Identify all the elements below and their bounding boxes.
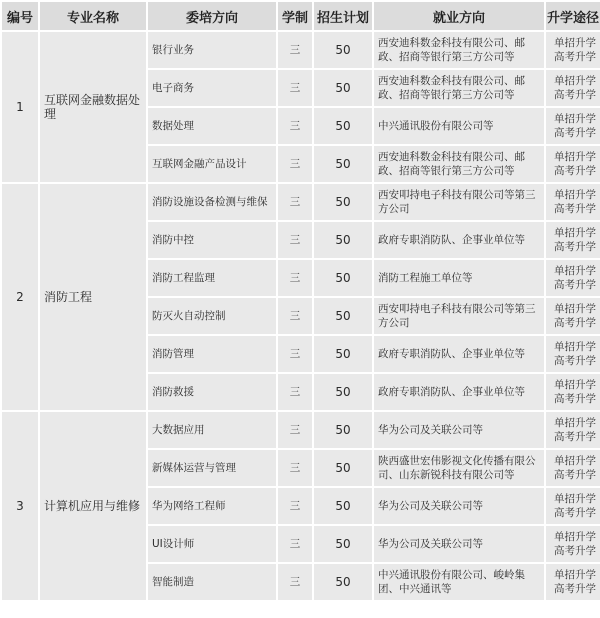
table-row (2, 32, 600, 68)
employment-cell: 中兴通讯股份有限公司等 (374, 108, 544, 144)
direction-cell: 智能制造 (148, 564, 276, 600)
duration-cell: 三 (278, 32, 312, 68)
group-id: 2 (2, 184, 38, 410)
employment-cell: 政府专职消防队、企事业单位等 (374, 374, 544, 410)
plan-cell: 50 (314, 184, 372, 220)
path-line-2: 高考升学 (554, 507, 596, 519)
plan-cell: 50 (314, 488, 372, 524)
path-cell (546, 108, 600, 144)
employment-cell: 华为公司及关联公司等 (374, 412, 544, 448)
path-line-1: 单招升学 (554, 113, 596, 125)
path-cell (546, 32, 600, 68)
header-row (2, 2, 600, 30)
path-line-2: 高考升学 (554, 469, 596, 481)
path-cell (546, 70, 600, 106)
header-major: 专业名称 (40, 2, 146, 30)
path-line-1: 单招升学 (554, 227, 596, 239)
path-line-2: 高考升学 (554, 583, 596, 595)
path-cell (546, 450, 600, 486)
employment-cell: 西安迪科数金科技有限公司、邮政、招商等银行第三方公司等 (374, 32, 544, 68)
plan-cell: 50 (314, 412, 372, 448)
direction-cell: 银行业务 (148, 32, 276, 68)
employment-cell: 政府专职消防队、企事业单位等 (374, 222, 544, 258)
path-line-1: 单招升学 (554, 151, 596, 163)
plan-cell: 50 (314, 222, 372, 258)
path-cell (546, 488, 600, 524)
header-duration: 学制 (278, 2, 312, 30)
group-id: 1 (2, 32, 38, 182)
direction-cell: 新媒体运营与管理 (148, 450, 276, 486)
path-line-2: 高考升学 (554, 431, 596, 443)
duration-cell: 三 (278, 70, 312, 106)
direction-cell: 电子商务 (148, 70, 276, 106)
plan-cell: 50 (314, 336, 372, 372)
direction-cell: 消防工程监理 (148, 260, 276, 296)
direction-cell: UI设计师 (148, 526, 276, 562)
duration-cell: 三 (278, 450, 312, 486)
path-line-2: 高考升学 (554, 241, 596, 253)
employment-cell: 华为公司及关联公司等 (374, 488, 544, 524)
path-line-2: 高考升学 (554, 127, 596, 139)
path-line-2: 高考升学 (554, 355, 596, 367)
plan-cell: 50 (314, 32, 372, 68)
path-cell (546, 146, 600, 182)
header-path: 升学途径 (546, 2, 600, 30)
duration-cell: 三 (278, 526, 312, 562)
header-id: 编号 (2, 2, 38, 30)
path-line-1: 单招升学 (554, 189, 596, 201)
path-line-1: 单招升学 (554, 379, 596, 391)
duration-cell: 三 (278, 222, 312, 258)
plan-cell: 50 (314, 260, 372, 296)
direction-cell: 互联网金融产品设计 (148, 146, 276, 182)
path-cell (546, 374, 600, 410)
employment-cell: 华为公司及关联公司等 (374, 526, 544, 562)
path-line-2: 高考升学 (554, 51, 596, 63)
path-line-1: 单招升学 (554, 303, 596, 315)
path-line-1: 单招升学 (554, 265, 596, 277)
plan-cell: 50 (314, 564, 372, 600)
duration-cell: 三 (278, 108, 312, 144)
header-direction: 委培方向 (148, 2, 276, 30)
path-line-2: 高考升学 (554, 165, 596, 177)
path-cell (546, 298, 600, 334)
group-id: 3 (2, 412, 38, 600)
path-cell (546, 222, 600, 258)
employment-cell: 西安迪科数金科技有限公司、邮政、招商等银行第三方公司等 (374, 146, 544, 182)
path-line-1: 单招升学 (554, 417, 596, 429)
direction-cell: 消防救援 (148, 374, 276, 410)
employment-cell: 政府专职消防队、企事业单位等 (374, 336, 544, 372)
plan-cell: 50 (314, 374, 372, 410)
path-line-1: 单招升学 (554, 493, 596, 505)
direction-cell: 消防管理 (148, 336, 276, 372)
path-line-2: 高考升学 (554, 393, 596, 405)
path-cell (546, 260, 600, 296)
path-cell (546, 564, 600, 600)
major-name: 计算机应用与维修 (40, 412, 146, 600)
duration-cell: 三 (278, 298, 312, 334)
table-row (2, 184, 600, 220)
path-line-2: 高考升学 (554, 279, 596, 291)
plan-cell: 50 (314, 298, 372, 334)
direction-cell: 消防设施设备检测与维保 (148, 184, 276, 220)
table-row (2, 412, 600, 448)
direction-cell: 大数据应用 (148, 412, 276, 448)
direction-cell: 防灭火自动控制 (148, 298, 276, 334)
direction-cell: 数据处理 (148, 108, 276, 144)
plan-cell: 50 (314, 108, 372, 144)
employment-cell: 西安叩持电子科技有限公司等第三方公司 (374, 184, 544, 220)
duration-cell: 三 (278, 184, 312, 220)
employment-cell: 中兴通讯股份有限公司、峻岭集团、中兴通讯等 (374, 564, 544, 600)
path-cell (546, 184, 600, 220)
path-line-1: 单招升学 (554, 341, 596, 353)
path-line-1: 单招升学 (554, 75, 596, 87)
path-line-1: 单招升学 (554, 455, 596, 467)
plan-cell: 50 (314, 70, 372, 106)
path-line-2: 高考升学 (554, 89, 596, 101)
direction-cell: 消防中控 (148, 222, 276, 258)
employment-cell: 消防工程施工单位等 (374, 260, 544, 296)
employment-cell: 西安迪科数金科技有限公司、邮政、招商等银行第三方公司等 (374, 70, 544, 106)
major-name: 互联网金融数据处理 (40, 32, 146, 182)
plan-cell: 50 (314, 450, 372, 486)
path-line-1: 单招升学 (554, 569, 596, 581)
duration-cell: 三 (278, 336, 312, 372)
plan-cell: 50 (314, 146, 372, 182)
path-line-1: 单招升学 (554, 531, 596, 543)
path-cell (546, 336, 600, 372)
path-cell (546, 526, 600, 562)
duration-cell: 三 (278, 146, 312, 182)
duration-cell: 三 (278, 564, 312, 600)
plan-cell: 50 (314, 526, 372, 562)
path-line-2: 高考升学 (554, 203, 596, 215)
duration-cell: 三 (278, 488, 312, 524)
header-plan: 招生计划 (314, 2, 372, 30)
major-name: 消防工程 (40, 184, 146, 410)
employment-cell: 西安叩持电子科技有限公司等第三方公司 (374, 298, 544, 334)
duration-cell: 三 (278, 412, 312, 448)
header-employment: 就业方向 (374, 2, 544, 30)
path-cell (546, 412, 600, 448)
direction-cell: 华为网络工程师 (148, 488, 276, 524)
path-line-2: 高考升学 (554, 545, 596, 557)
duration-cell: 三 (278, 374, 312, 410)
path-line-1: 单招升学 (554, 37, 596, 49)
path-line-2: 高考升学 (554, 317, 596, 329)
employment-cell: 陕西盛世宏伟影视文化传播有限公司、山东新锐科技有限公司等 (374, 450, 544, 486)
duration-cell: 三 (278, 260, 312, 296)
